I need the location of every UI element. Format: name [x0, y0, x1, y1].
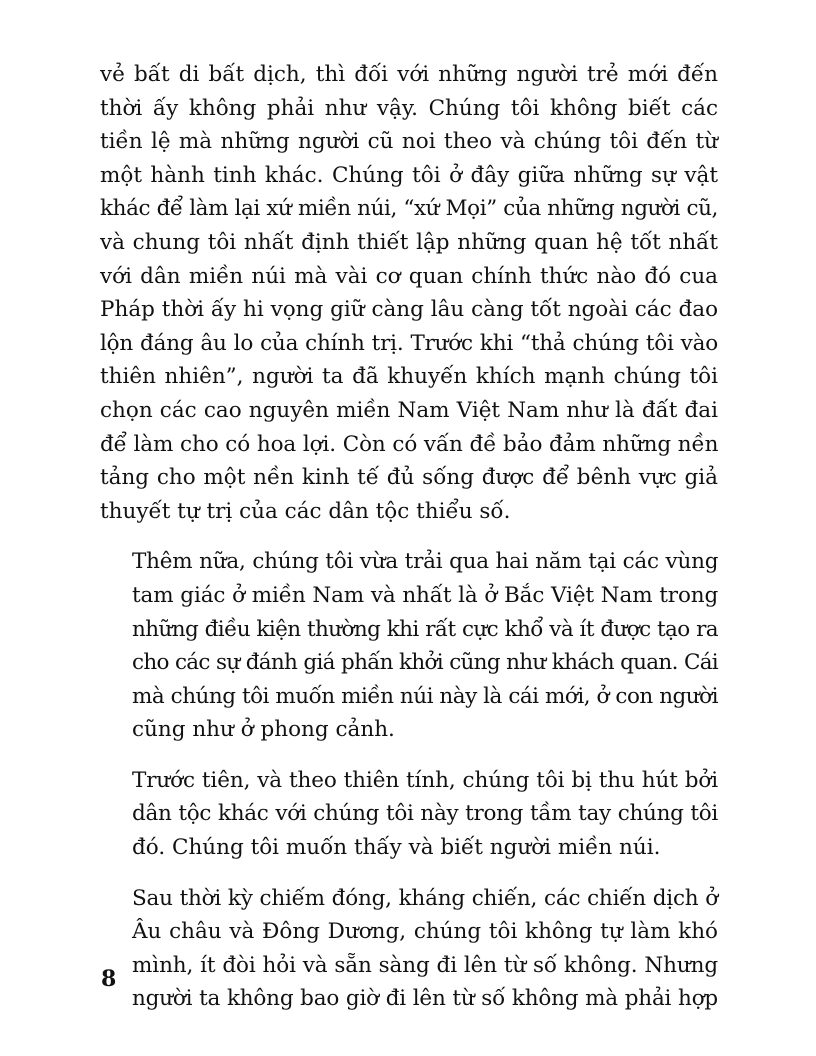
- text-line: Pháp thời ấy hi vọng giữ càng lâu càng tốt ngoài các đao: [100, 297, 719, 323]
- text-line: để làm cho có hoa lợi. Còn có vấn đề bảo đảm những nền: [100, 431, 719, 457]
- text-line: một hành tinh khác. Chúng tôi ở đây giữa những sự vật: [100, 162, 718, 188]
- text-line: cũng như ở phong cảnh.: [132, 717, 395, 743]
- paragraph: [100, 545, 718, 747]
- text-line: khác để làm lại xứ miền núi, “xứ Mọi” của những người cũ,: [100, 196, 718, 222]
- text-line: tam giác ở miền Nam và nhất là ở Bắc Việt Nam trong: [132, 582, 719, 608]
- text-line: Sau thời kỳ chiếm đóng, kháng chiến, các chiến dịch ở: [132, 885, 718, 911]
- text-line: với dân miền núi mà vài cơ quan chính thức nào đó cua: [100, 263, 718, 289]
- paragraph: [100, 58, 718, 528]
- text-line: mà chúng tôi muốn miền núi này là cái mới, ở con người: [132, 683, 718, 709]
- text-line: vẻ bất di bất dịch, thì đối với những người trẻ mới đến: [100, 62, 718, 87]
- text-line: tiền lệ mà những người cũ noi theo và chúng tôi đến từ: [100, 129, 718, 155]
- page-number: 8: [101, 966, 117, 992]
- text-line: tảng cho một nền kinh tế đủ sống được để bênh vực giả: [100, 465, 718, 491]
- paragraph: [100, 764, 718, 865]
- text-line: Âu châu và Đông Dương, chúng tôi không tự làm khó: [132, 919, 718, 945]
- body-text: [100, 58, 718, 1033]
- text-line: đó. Chúng tôi muốn thấy và biết người miền núi.: [132, 835, 661, 861]
- text-line: thiên nhiên”, người ta đã khuyến khích mạnh chúng tôi: [100, 364, 718, 390]
- text-line: những điều kiện thường khi rất cực khổ và ít được tạo ra: [132, 616, 718, 642]
- text-line: thời ấy không phải như vậy. Chúng tôi không biết các: [100, 95, 718, 121]
- paragraph: [100, 882, 718, 1016]
- text-line: mình, ít đòi hỏi và sẵn sàng đi lên từ số không. Nhưng: [132, 952, 718, 978]
- text-line: dân tộc khác với chúng tôi này trong tầm tay chúng tôi: [132, 801, 718, 827]
- text-line: và chung tôi nhất định thiết lập những quan hệ tốt nhất: [100, 229, 718, 255]
- text-line: người ta không bao giờ đi lên từ số không mà phải hợp: [132, 986, 718, 1012]
- text-line: Trước tiên, và theo thiên tính, chúng tôi bị thu hút bởi: [132, 767, 718, 793]
- text-line: thuyết tự trị của các dân tộc thiểu số.: [100, 498, 511, 524]
- text-line: Thêm nữa, chúng tôi vừa trải qua hai năm tại các vùng: [132, 549, 719, 575]
- text-line: chọn các cao nguyên miền Nam Việt Nam như là đất đai: [100, 397, 718, 423]
- text-line: cho các sự đánh giá phấn khởi cũng như khách quan. Cái: [132, 650, 718, 676]
- text-line: lộn đáng âu lo của chính trị. Trước khi “thả chúng tôi vào: [100, 330, 718, 356]
